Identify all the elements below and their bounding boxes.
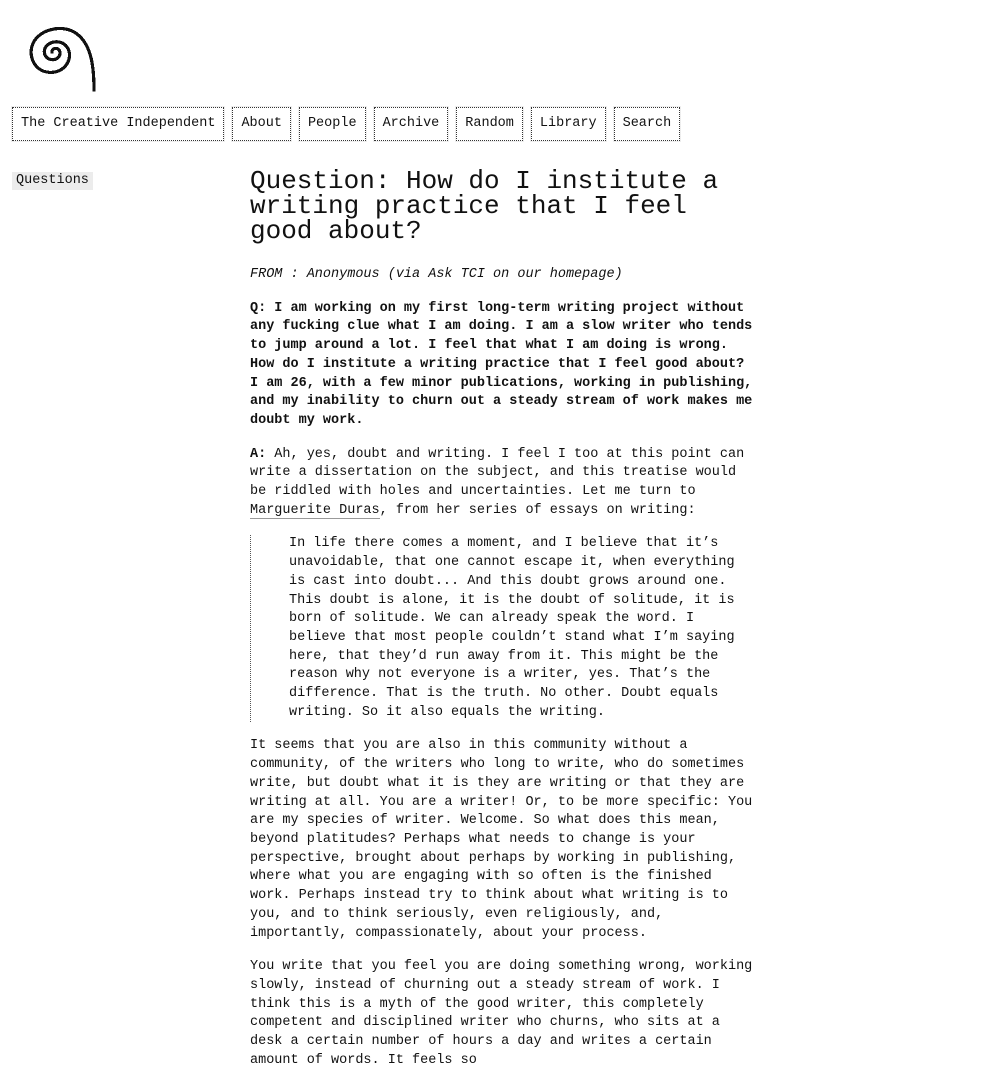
nav-people[interactable]: People xyxy=(299,107,366,141)
question-paragraph: Q: I am working on my first long-term writing project without any fucking clue what I am doing. I am a slow writer who tends to jump around a lot. I feel that what I am doing is wrong. How do I institute a writing practice that I feel good about? I am 26, with a few minor publications, working in publishing, and my inability to churn out a steady stream of work makes me doubt my work. xyxy=(250,300,753,428)
body-paragraph-2: It seems that you are also in this community without a community, of the writers who long to write, who do sometimes write, but doubt what it is they are writing or that they are writing at all. You are a writer! Or, to be more specific: You are my species of writer. Welcome. So what does this mean, beyond platitudes? Perhaps what needs to change is your perspective, brought about perhaps by working in publishing, where what you are engaging with so often is the finished work. Perhaps instead try to think about what writing is to you, and to think seriously, even religiously, and, importantly, compassionately, about your process. xyxy=(250,738,753,941)
answer-outro: , from her series of essays on writing: xyxy=(379,502,696,518)
answer-paragraph xyxy=(250,446,755,521)
nav-random[interactable]: Random xyxy=(456,107,523,141)
nav-home[interactable]: The Creative Independent xyxy=(12,107,224,141)
category-tag-questions[interactable]: Questions xyxy=(12,172,93,190)
nav-about[interactable]: About xyxy=(232,107,291,141)
body-paragraph-3: You write that you feel you are doing something wrong, working slowly, instead of churning out a steady stream of work. I think this is a myth of the good writer, this completely competent and disciplined writer who churns, who sits at a desk a certain number of hours a day and writes a certain amount of words. It feels so xyxy=(250,959,753,1068)
nav-archive[interactable]: Archive xyxy=(374,107,449,141)
answer-intro: Ah, yes, doubt and writing. I feel I too at this point can write a dissertation on the subject, and this treatise would be riddled with holes and uncertainties. Let me turn to xyxy=(250,446,745,500)
main-nav xyxy=(12,107,680,141)
article xyxy=(250,166,755,1085)
spiral-logo-icon[interactable] xyxy=(8,10,98,92)
answer-label: A: xyxy=(250,446,267,462)
article-from: FROM : Anonymous (via Ask TCI on our homepage) xyxy=(250,267,623,282)
duras-quote: In life there comes a moment, and I believe that it’s unavoidable, that one cannot escape it, when everything is cast into doubt... And this doubt grows around one. This doubt is alone, it is the doubt of solitude, it is born of solitude. We can already speak the word. I believe that most people couldn’t stand what I’m saying here, that they’d run away from it. This might be the reason why not everyone is a writer, yes. That’s the difference. That is the truth. No other. Doubt equals writing. So it also equals the writing. xyxy=(250,535,755,722)
nav-library[interactable]: Library xyxy=(531,107,606,141)
nav-search[interactable]: Search xyxy=(614,107,681,141)
marguerite-duras-link[interactable]: Marguerite Duras xyxy=(250,502,380,518)
article-title: Question: How do I institute a writing practice that I feel good about? xyxy=(250,166,719,246)
